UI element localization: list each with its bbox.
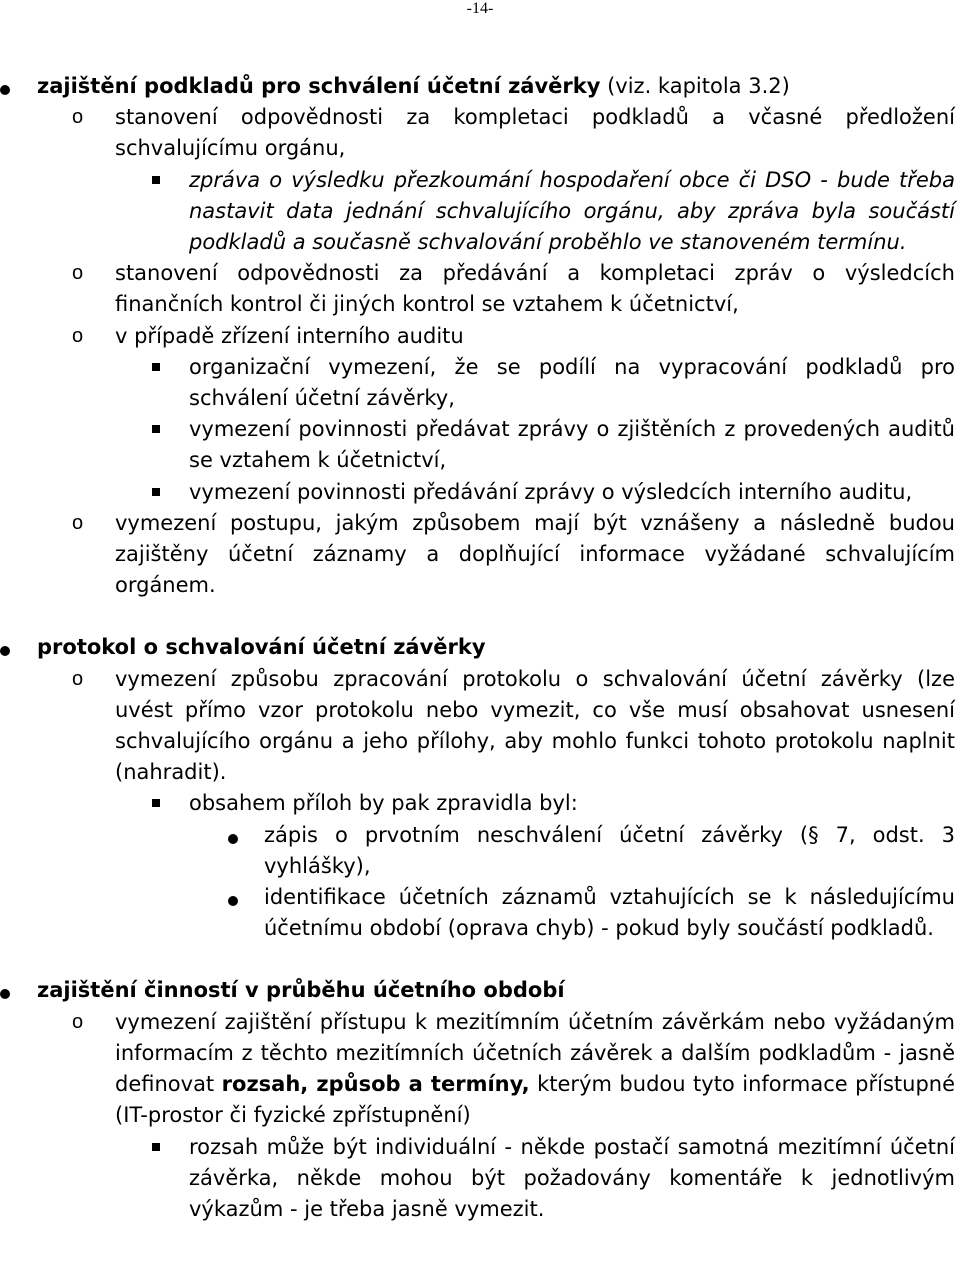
list-item (0, 477, 955, 508)
list-item (0, 1007, 955, 1132)
square-bullet-icon (152, 176, 160, 184)
circle-bullet-icon: o (72, 106, 84, 129)
square-bullet-icon (152, 1143, 160, 1151)
bullet-icon (0, 989, 10, 999)
heading-text: zajištění činností v průběhu účetního období (37, 978, 565, 1003)
square-bullet-icon (152, 363, 160, 371)
bullet-icon (228, 896, 238, 906)
section-1-heading (0, 71, 955, 102)
circle-bullet-icon: o (72, 511, 84, 534)
item-text: vymezení způsobu zpracování protokolu o schvalování účetní závěrky (lze uvést přímo vzor protokolu nebo vymezit, co vše musí obsahovat usnesení schvalujícího orgánu a jeho přílohy, aby mohlo funkci tohoto protokolu naplnit (nahradit). (115, 666, 955, 785)
square-bullet-icon (152, 488, 160, 496)
item-text: vymezení povinnosti předávání zprávy o výsledcích interního auditu, (189, 479, 913, 504)
section-2-heading (0, 632, 955, 663)
item-text: vymezení postupu, jakým způsobem mají být vznášeny a následně budou zajištěny účetní záznamy a doplňující informace vyžádané schvalujícím orgánem. (115, 510, 955, 598)
list-item (0, 352, 955, 414)
bullet-icon (228, 834, 238, 844)
item-text: vymezení povinnosti předávat zprávy o zjištěních z provedených auditů se vztahem k účetnictví, (189, 417, 955, 473)
item-text: vymezení zajištění přístupu k mezitímním účetním závěrkám nebo vyžádaným informacím z těchto mezitímních účetních závěrek a dalším podkladům - jasně definovat (115, 1009, 955, 1097)
section-gap (0, 944, 960, 975)
circle-bullet-icon: o (72, 667, 84, 690)
list-item (0, 165, 955, 259)
document-body (0, 71, 960, 1225)
item-text: stanovení odpovědnosti za předávání a kompletaci zpráv o výsledcích finančních kontrol či jiných kontrol se vztahem k účetnictví, (115, 261, 955, 317)
heading-text: zajištění podkladů pro schválení účetní závěrky (37, 74, 601, 98)
section-3-heading (0, 975, 955, 1006)
list-item (0, 102, 955, 164)
section-gap (0, 601, 960, 632)
list-item (0, 414, 955, 476)
heading-note: (viz. kapitola 3.2) (600, 74, 790, 98)
list-item (0, 258, 955, 320)
list-item (0, 1132, 955, 1226)
item-text: obsahem příloh by pak zpravidla byl: (189, 791, 578, 816)
item-text: v případě zřízení interního auditu (115, 323, 464, 348)
bullet-icon (0, 85, 10, 95)
circle-bullet-icon: o (72, 262, 84, 285)
item-emphasis: rozsah, způsob a termíny, (221, 1072, 530, 1097)
square-bullet-icon (152, 799, 160, 807)
list-item (0, 664, 955, 789)
list-item (0, 882, 955, 944)
item-text: zápis o prvotním neschválení účetní závěrky (§ 7, odst. 3 vyhlášky), (264, 822, 955, 878)
list-item (0, 788, 955, 819)
circle-bullet-icon: o (72, 324, 84, 347)
item-text: zpráva o výsledku přezkoumání hospodaření obce či DSO - bude třeba nastavit data jednání schvalujícího orgánu, aby zpráva byla součástí podkladů a současně schvalování proběhlo ve stanoveném termínu. (189, 167, 955, 255)
item-text: stanovení odpovědnosti za kompletaci podkladů a včasné předložení schvalujícímu orgánu, (115, 105, 955, 161)
item-text: identifikace účetních záznamů vztahujících se k následujícímu účetnímu období (oprava chyb) - pokud byly součástí podkladů. (264, 885, 955, 941)
item-text: rozsah může být individuální - někde postačí samotná mezitímní účetní závěrka, někde mohou být požadovány komentáře k jednotlivým výkazům - je třeba jasně vymezit. (189, 1134, 955, 1221)
page-number: -14- (466, 0, 494, 17)
list-item (0, 321, 955, 352)
item-text: kterým budou tyto informace přístupné (IT-prostor či fyzické zpřístupnění) (115, 1072, 956, 1128)
list-item (0, 820, 955, 882)
list-item (0, 508, 955, 602)
square-bullet-icon (152, 425, 160, 433)
heading-text: protokol o schvalování účetní závěrky (37, 635, 486, 660)
bullet-icon (0, 646, 10, 656)
circle-bullet-icon: o (72, 1010, 84, 1033)
item-text: organizační vymezení, že se podílí na vypracování podkladů pro schválení účetní závěrky, (189, 354, 955, 411)
